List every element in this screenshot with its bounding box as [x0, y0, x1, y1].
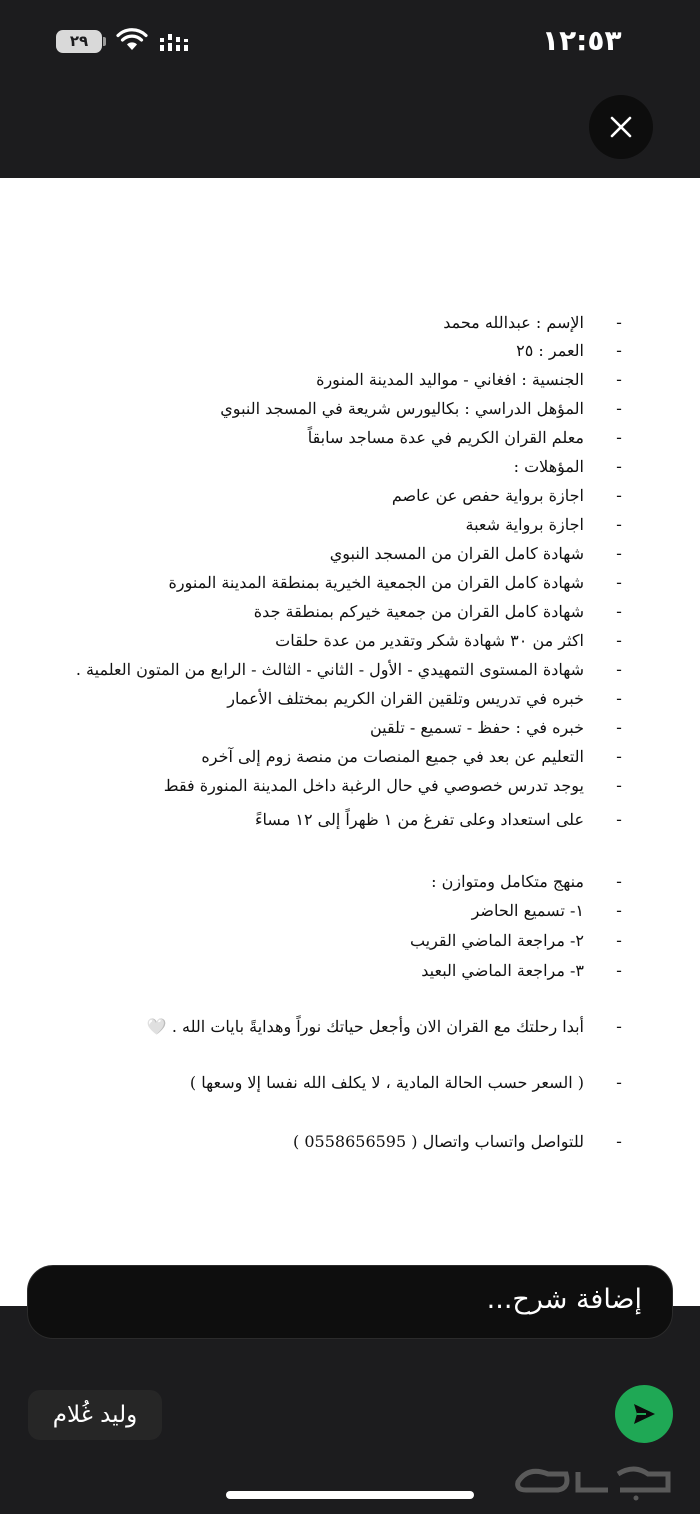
line-text: شهادة كامل القران من الجمعية الخيرية بمنطقة المدينة المنورة [168, 573, 584, 592]
list-item: - معلم القران الكريم في عدة مساجد سابقاً [0, 423, 700, 453]
line-text: المؤهلات : [513, 457, 584, 476]
line-text: الإسم : عبدالله محمد [443, 313, 584, 332]
list-item: - شهادة كامل القران من جمعية خيركم بمنطقة جدة [0, 597, 700, 627]
line-text: ١- تسميع الحاضر [471, 901, 584, 920]
line-text: ( السعر حسب الحالة المادية ، لا يكلف الله نفسا إلا وسعها ) [189, 1073, 584, 1092]
caption-input[interactable] [27, 1265, 673, 1339]
list-item: - الإسم : عبدالله محمد [0, 308, 700, 338]
list-item: - شهادة كامل القران من المسجد النبوي [0, 539, 700, 569]
line-text: على استعداد وعلى تفرغ من ١ ظهراً إلى ١٢ مساءً [255, 810, 584, 829]
document-preview [0, 178, 700, 1306]
list-item: - الجنسية : افغاني - مواليد المدينة المنورة [0, 365, 700, 395]
list-item: - شهادة كامل القران من الجمعية الخيرية بمنطقة المدينة المنورة [0, 568, 700, 598]
line-text: الجنسية : افغاني - مواليد المدينة المنورة [316, 370, 584, 389]
close-icon [609, 115, 633, 139]
status-bar [0, 0, 700, 80]
line-text: خبره في : حفظ - تسميع - تلقين [369, 718, 584, 737]
list-item: - خبره في تدريس وتلقين القران الكريم بمختلف الأعمار [0, 684, 700, 714]
line-text: للتواصل واتساب واتصال ( 0558656595 ) [293, 1132, 584, 1151]
line-text: أبدا رحلتك مع القران الان وأجعل حياتك نوراً وهدايةً بايات الله . 🤍 [146, 1017, 584, 1036]
list-item: - المؤهل الدراسي : بكاليورس شريعة في المسجد النبوي [0, 394, 700, 424]
close-button[interactable] [589, 95, 653, 159]
list-item: - ( السعر حسب الحالة المادية ، لا يكلف الله نفسا إلا وسعها ) [0, 1068, 700, 1098]
list-item: - التعليم عن بعد في جميع المنصات من منصة زوم إلى آخره [0, 742, 700, 772]
list-item: - المؤهلات : [0, 452, 700, 482]
battery-tip [103, 37, 106, 46]
line-text: المؤهل الدراسي : بكاليورس شريعة في المسجد النبوي [220, 399, 584, 418]
line-text: العمر : ٢٥ [516, 341, 584, 360]
send-icon [630, 1400, 658, 1428]
list-item: - العمر : ٢٥ [0, 336, 700, 366]
home-indicator[interactable] [226, 1491, 474, 1499]
line-text: شهادة كامل القران من جمعية خيركم بمنطقة جدة [253, 602, 584, 621]
line-text: اكثر من ٣٠ شهادة شكر وتقدير من عدة حلقات [275, 631, 584, 650]
line-text: معلم القران الكريم في عدة مساجد سابقاً [307, 428, 584, 447]
list-item: - يوجد تدرس خصوصي في حال الرغبة داخل المدينة المنورة فقط [0, 771, 700, 801]
line-text: ٢- مراجعة الماضي القريب [409, 931, 584, 950]
battery-indicator: ٢٩ [56, 30, 102, 53]
line-text: ٣- مراجعة الماضي البعيد [421, 961, 584, 980]
list-item: - منهج متكامل ومتوازن : [0, 867, 700, 897]
send-button[interactable] [615, 1385, 673, 1443]
line-text: اجازة برواية حفص عن عاصم [391, 486, 584, 505]
caption-placeholder: إضافة شرح... [486, 1284, 642, 1315]
list-item: - ١- تسميع الحاضر [0, 896, 700, 926]
line-text: منهج متكامل ومتوازن : [431, 872, 584, 891]
list-item: - للتواصل واتساب واتصال ( 0558656595 ) [0, 1127, 700, 1157]
haraj-watermark-logo [508, 1452, 686, 1502]
list-item: - ٢- مراجعة الماضي القريب [0, 926, 700, 956]
list-item: - اكثر من ٣٠ شهادة شكر وتقدير من عدة حلقات [0, 626, 700, 656]
wifi-icon [116, 28, 148, 52]
list-item: - على استعداد وعلى تفرغ من ١ ظهراً إلى ١٢ مساءً [0, 805, 700, 835]
list-item: - اجازة برواية حفص عن عاصم [0, 481, 700, 511]
cellular-signal-icon [158, 30, 196, 52]
list-item: - خبره في : حفظ - تسميع - تلقين [0, 713, 700, 743]
line-text: التعليم عن بعد في جميع المنصات من منصة زوم إلى آخره [201, 747, 584, 766]
status-time: ١٢:٥٣ [542, 24, 622, 57]
line-text: يوجد تدرس خصوصي في حال الرغبة داخل المدينة المنورة فقط [163, 776, 584, 795]
line-text: اجازة برواية شعبة [465, 515, 584, 534]
line-text: خبره في تدريس وتلقين القران الكريم بمختلف الأعمار [227, 689, 584, 708]
recipient-chip[interactable]: وليد غُلام [28, 1390, 162, 1440]
list-item: - ٣- مراجعة الماضي البعيد [0, 956, 700, 986]
line-text: شهادة كامل القران من المسجد النبوي [329, 544, 584, 563]
list-item: - اجازة برواية شعبة [0, 510, 700, 540]
list-item: - أبدا رحلتك مع القران الان وأجعل حياتك نوراً وهدايةً بايات الله . 🤍 [0, 1012, 700, 1042]
line-text: شهادة المستوى التمهيدي - الأول - الثاني - الثالث - الرابع من المتون العلمية . [75, 660, 584, 679]
list-item: - شهادة المستوى التمهيدي - الأول - الثاني - الثالث - الرابع من المتون العلمية . [0, 655, 700, 685]
